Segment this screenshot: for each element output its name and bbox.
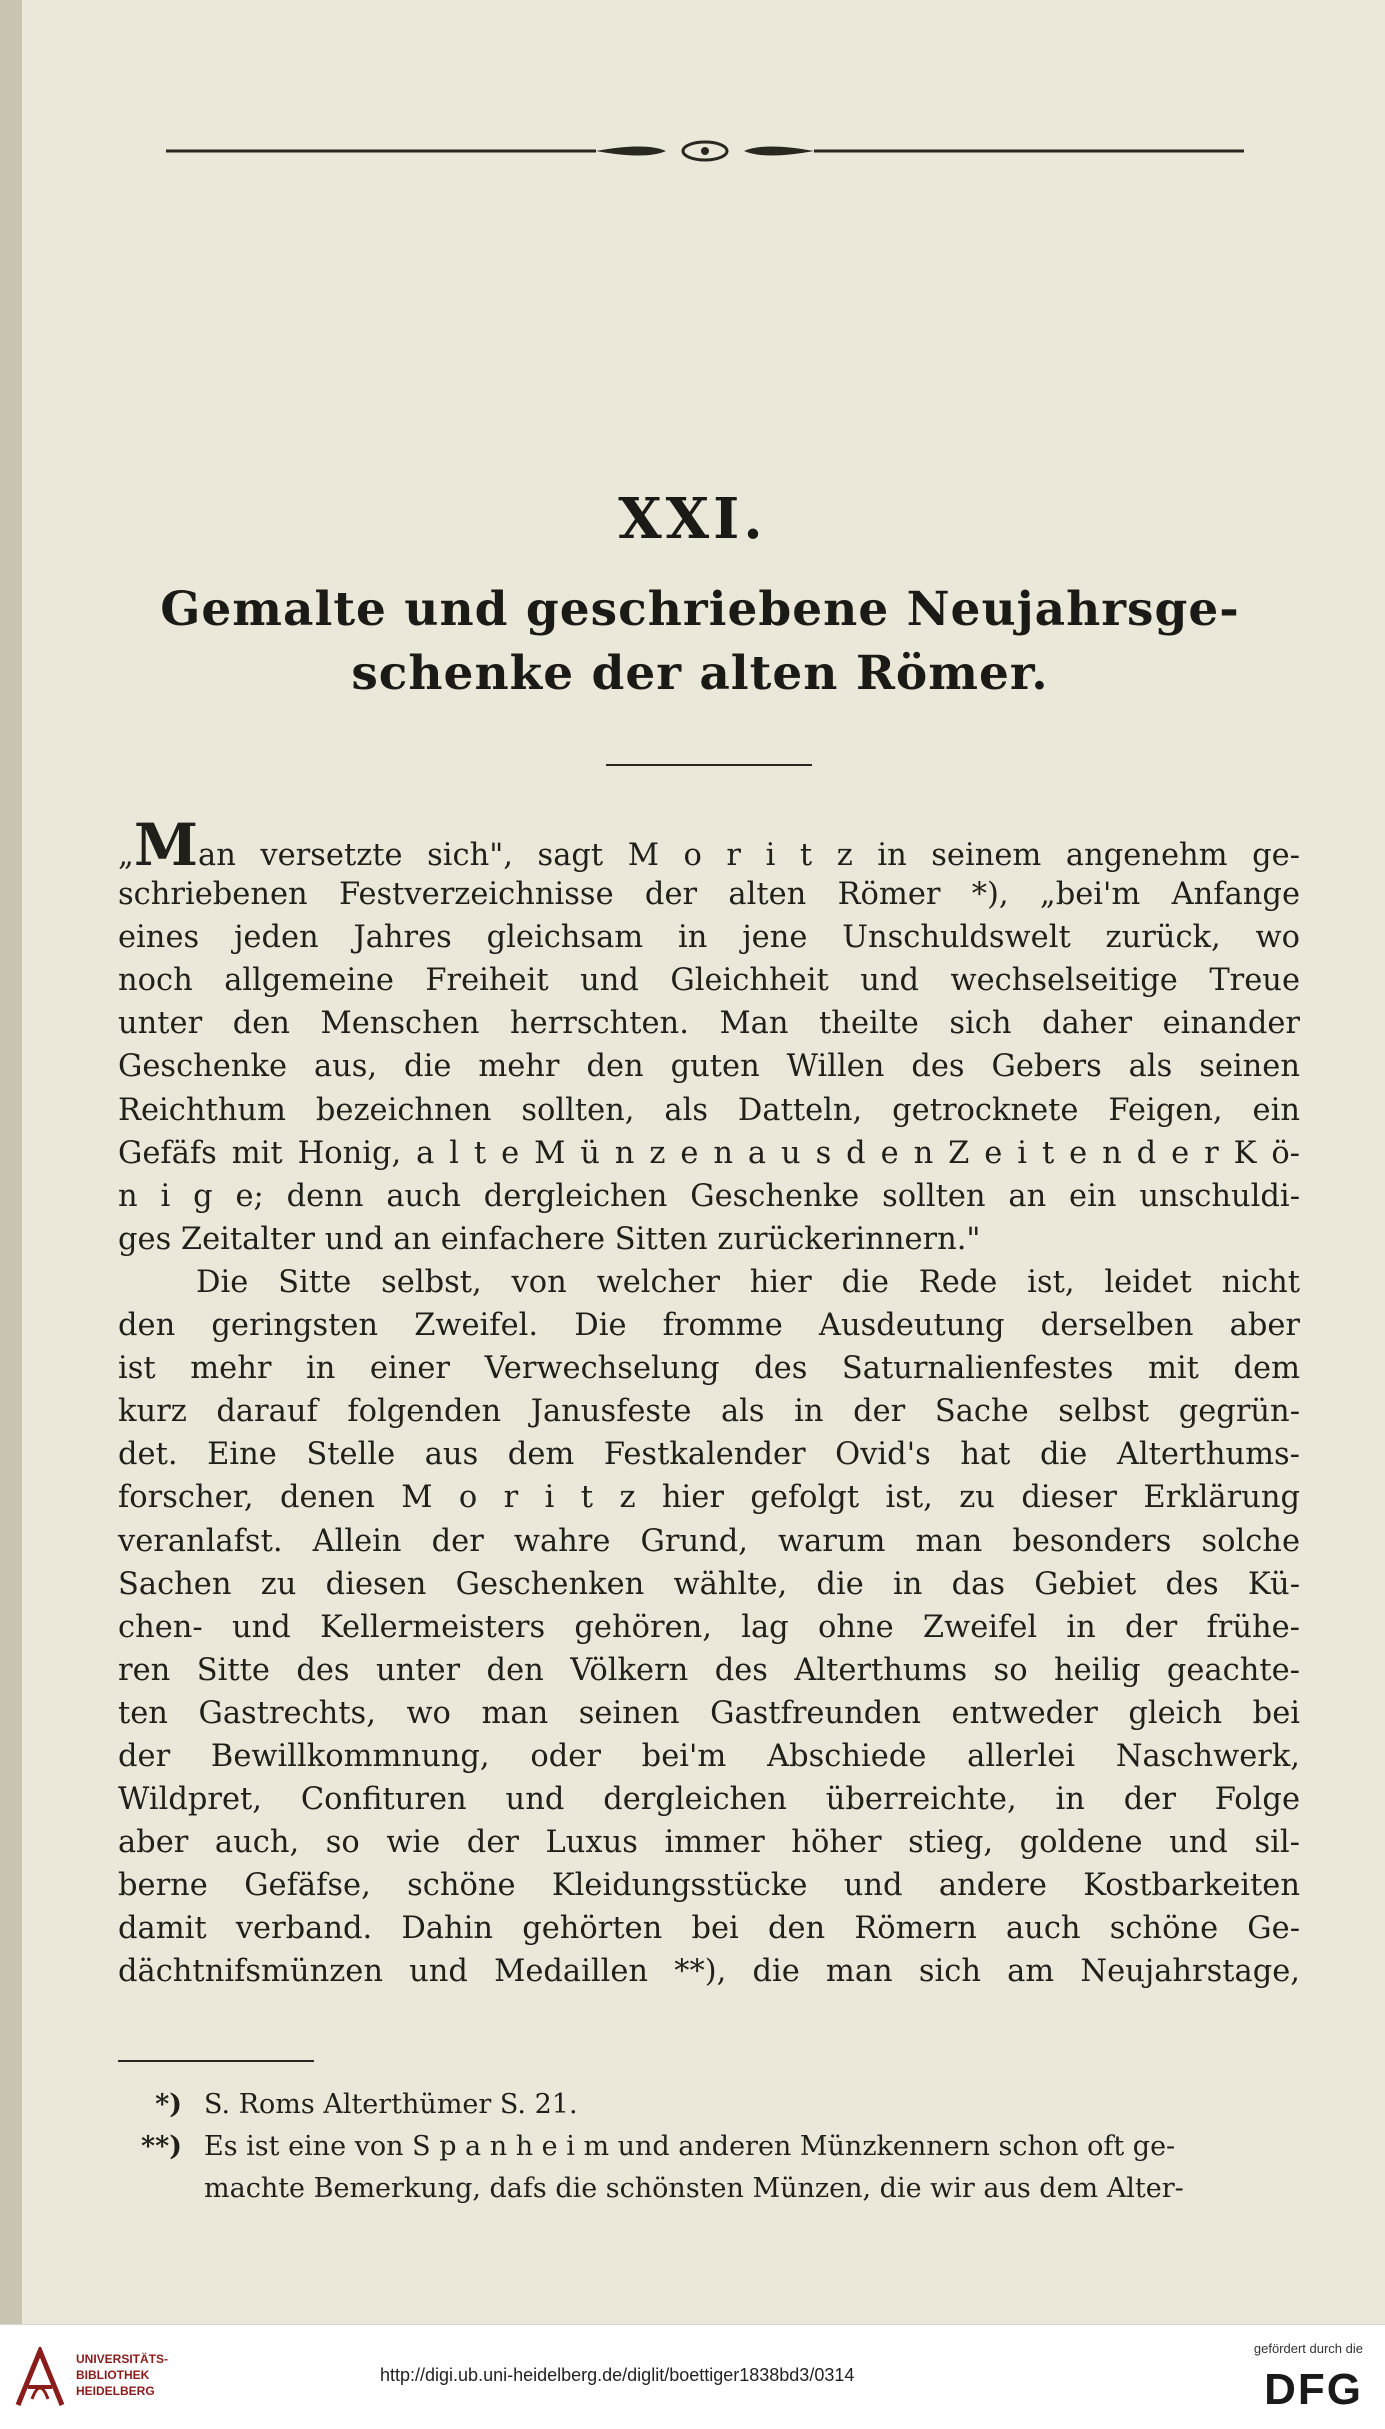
footnotes — [118, 2084, 1298, 2210]
text-line: ist mehr in einer Verwechselung des Saturnalienfestes mit dem — [118, 1351, 1300, 1387]
library-name-line: HEIDELBERG — [76, 2384, 155, 2398]
text-line: veranlafst. Allein der wahre Grund, warum man besonders solche — [118, 1523, 1300, 1559]
text-line-content: an versetzte sich", sagt M o r i t z in seinem angenehm ge- — [198, 838, 1300, 873]
text-line: eines jeden Jahres gleichsam in jene Unschuldswelt zurück, wo — [118, 920, 1300, 956]
text-line: schriebenen Festverzeichnisse der alten Römer *), „bei'm Anfange — [118, 877, 1300, 913]
text-line: ten Gastrechts, wo man seinen Gastfreunden entweder gleich bei — [118, 1695, 1300, 1731]
university-library-logo-icon — [14, 2347, 66, 2409]
footnote-line — [118, 2084, 1298, 2126]
text-line: det. Eine Stelle aus dem Festkalender Ovid's hat die Alterthums- — [118, 1437, 1300, 1473]
footnote-divider — [118, 2060, 314, 2062]
text-line: der Bewillkommnung, oder bei'm Abschiede allerlei Naschwerk, — [118, 1738, 1300, 1774]
footnote-text: machte Bemerkung, dafs die schönsten Münzen, die wir aus dem Alter- — [204, 2173, 1184, 2204]
text-line: dächtnifsmünzen und Medaillen **), die man sich am Neujahrstage, — [118, 1954, 1300, 1990]
viewer-footer — [0, 2324, 1385, 2429]
text-line: chen- und Kellermeisters gehören, lag ohne Zweifel in der frühe- — [118, 1609, 1300, 1645]
text-line: den geringsten Zweifel. Die fromme Ausdeutung derselben aber — [118, 1308, 1300, 1344]
library-name — [76, 2351, 168, 2399]
ornamental-rule — [166, 138, 1244, 164]
text-line: ren Sitte des unter den Völkern des Alterthums so heilig geachte- — [118, 1652, 1300, 1688]
text-line: n i g e; denn auch dergleichen Geschenke sollten an ein unschuldi- — [118, 1178, 1300, 1214]
chapter-number: XXI. — [618, 486, 767, 552]
text-line: Gefäfs mit Honig, a l t e M ü n z e n a u s d e n Z e i t e n d e r K ö- — [118, 1135, 1300, 1171]
footnote-text: S. Roms Alterthümer S. 21. — [204, 2089, 578, 2120]
footnote-line — [118, 2126, 1298, 2168]
opening-quote: „ — [118, 838, 134, 873]
footnote-text: Es ist eine von S p a n h e i m und anderen Münzkennern schon oft ge- — [204, 2131, 1176, 2162]
library-name-line: BIBLIOTHEK — [76, 2368, 150, 2382]
chapter-title — [120, 578, 1280, 706]
library-name-line: UNIVERSITÄTS- — [76, 2352, 169, 2366]
text-line: noch allgemeine Freiheit und Gleichheit und wechselseitige Treue — [118, 963, 1300, 999]
text-line — [118, 811, 1300, 879]
chapter-title-line: Gemalte und geschriebene Neujahrsge- — [160, 582, 1240, 637]
text-line: kurz darauf folgenden Janusfeste als in der Sache selbst gegrün- — [118, 1394, 1300, 1430]
text-line: damit verband. Dahin gehörten bei den Römern auch schöne Ge- — [118, 1911, 1300, 1947]
text-line: aber auch, so wie der Luxus immer höher stieg, goldene und sil- — [118, 1825, 1300, 1861]
text-line: berne Gefäfse, schöne Kleidungsstücke und andere Kostbarkeiten — [118, 1868, 1300, 1904]
permalink-url[interactable]: http://digi.ub.uni-heidelberg.de/diglit/boettiger1838bd3/0314 — [380, 2365, 855, 2385]
footnote-line — [118, 2168, 1298, 2210]
text-line: unter den Menschen herrschten. Man theilte sich daher einander — [118, 1006, 1300, 1042]
funded-by-label: gefördert durch die — [1253, 2341, 1363, 2356]
text-line: Die Sitte selbst, von welcher hier die Rede ist, leidet nicht — [196, 1264, 1300, 1300]
text-line: forscher, denen M o r i t z hier gefolgt ist, zu dieser Erklärung — [118, 1480, 1300, 1516]
footnote-marker: *) — [155, 2089, 182, 2120]
chapter-title-line: schenke der alten Römer. — [351, 646, 1049, 701]
title-divider — [606, 764, 812, 766]
text-line: Reichthum bezeichnen sollten, als Datteln, getrocknete Feigen, ein — [118, 1092, 1300, 1128]
text-line: ges Zeitalter und an einfachere Sitten zurückerinnern." — [118, 1221, 981, 1257]
text-line: Geschenke aus, die mehr den guten Willen des Gebers als seinen — [118, 1049, 1300, 1085]
text-line: Wildpret, Confituren und dergleichen überreichte, in der Folge — [118, 1782, 1300, 1818]
dfg-logo: DFG — [1264, 2365, 1363, 2414]
text-line: Sachen zu diesen Geschenken wählte, die in das Gebiet des Kü- — [118, 1566, 1300, 1602]
body-text — [118, 811, 1300, 1994]
footnote-marker: **) — [140, 2131, 182, 2162]
drop-cap: M — [133, 811, 199, 879]
